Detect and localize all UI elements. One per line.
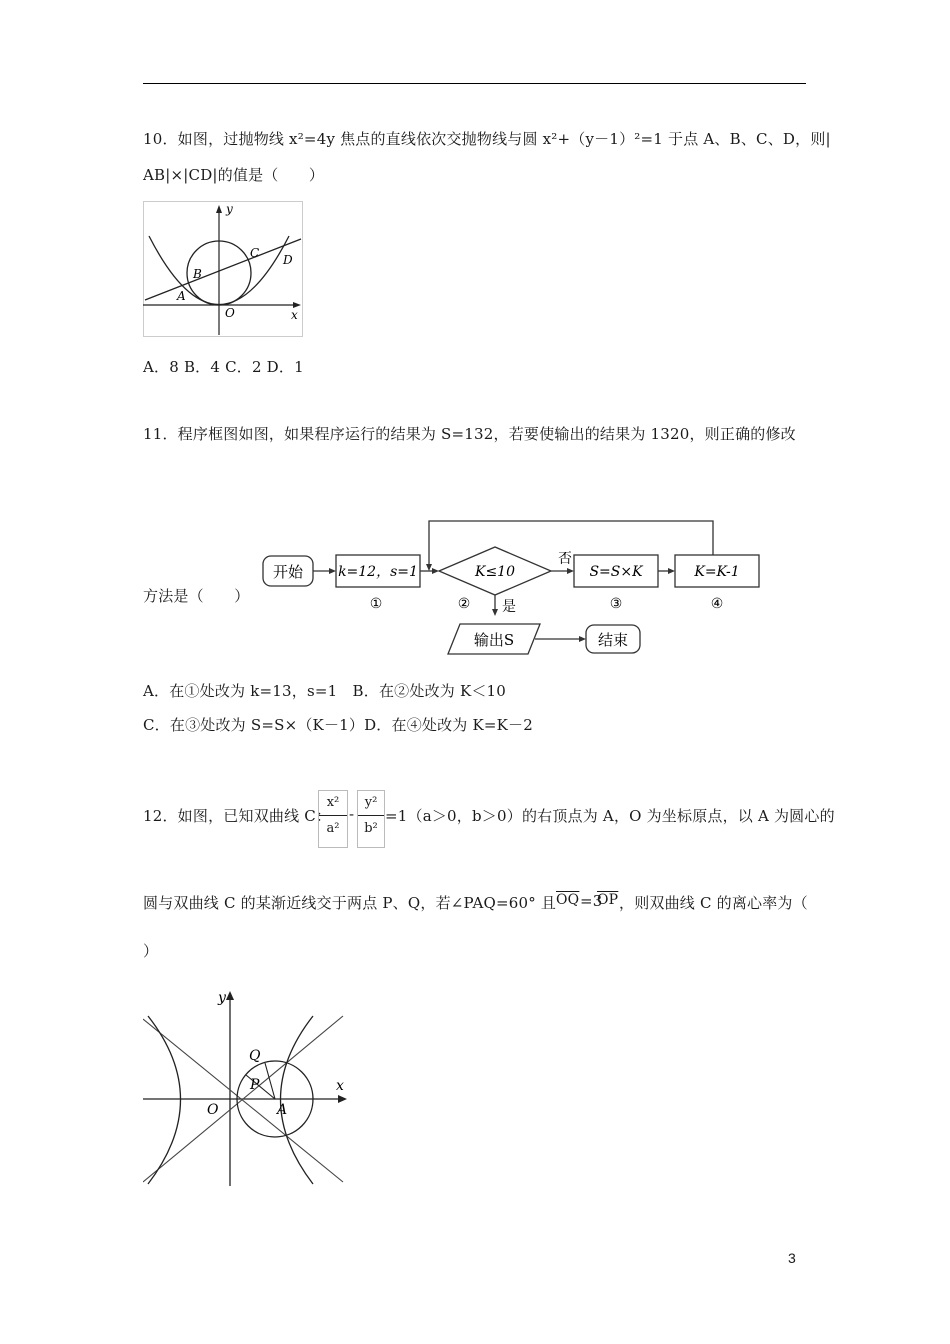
q10-line1: 10．如图，过抛物线 x²=4y 焦点的直线依次交抛物线与圆 x²+（y－1）²=1 于点 A、B、C、D，则| bbox=[143, 130, 831, 148]
flow-no: 否 bbox=[558, 551, 572, 567]
q12-figure bbox=[143, 986, 348, 1188]
q12-vec-oq: $\overline{OQ}$ bbox=[556, 892, 580, 908]
q10-label-B: B bbox=[193, 267, 202, 281]
q12-line2-a: 圆与双曲线 C 的某渐近线交于两点 P、Q，若∠PAQ=60° 且 bbox=[143, 894, 557, 912]
q10-options: A．8 B．4 C．2 D．1 bbox=[143, 358, 304, 376]
q12-prefix: 12．如图，已知双曲线 C： bbox=[143, 807, 332, 825]
q12-label-A: A bbox=[277, 1102, 288, 1118]
q11-option-cd: C．在③处改为 S=S×（K－1）D．在④处改为 K=K－2 bbox=[143, 716, 534, 734]
flow-step4: K=K-1 bbox=[694, 564, 740, 580]
q10-line2: AB|×|CD|的值是（ ） bbox=[143, 166, 325, 184]
q12-frac-x bbox=[318, 790, 348, 848]
flow-n1: ① bbox=[369, 596, 383, 612]
flow-yes: 是 bbox=[502, 599, 516, 615]
q12-line2-b: ，则双曲线 C 的离心率为（ bbox=[619, 894, 808, 912]
q12-label-O: O bbox=[207, 1102, 219, 1118]
q11-line2: 方法是（ ） bbox=[143, 587, 250, 605]
q12-frac-x-num: x² bbox=[319, 791, 347, 816]
q12-label-P: P bbox=[250, 1077, 260, 1093]
flow-output: 输出S bbox=[473, 631, 515, 649]
q10-figure bbox=[143, 201, 303, 337]
flow-n4: ④ bbox=[710, 596, 724, 612]
q12-minus: - bbox=[349, 805, 355, 823]
flow-end: 结束 bbox=[597, 631, 629, 649]
q12-frac-y bbox=[357, 790, 385, 848]
q10-axis-y: y bbox=[226, 202, 233, 216]
header-rule bbox=[143, 83, 806, 84]
page-number: 3 bbox=[788, 1250, 796, 1266]
flow-step3: S=S×K bbox=[589, 564, 643, 580]
q12-label-Q: Q bbox=[249, 1048, 261, 1064]
q10-axis-x: x bbox=[291, 308, 298, 322]
q12-suffix: =1（a＞0，b＞0）的右顶点为 A，O 为坐标原点，以 A 为圆心的 bbox=[385, 807, 835, 825]
q12-frac-y-num: y² bbox=[358, 791, 384, 816]
flow-n2: ② bbox=[457, 596, 471, 612]
q12-frac-y-den: b² bbox=[364, 821, 378, 836]
flow-init: k=12，s=1 bbox=[338, 564, 418, 580]
q10-label-A: A bbox=[177, 289, 186, 303]
q11-flowchart bbox=[258, 518, 764, 658]
q11-option-ab: A．在①处改为 k=13，s=1 B．在②处改为 K＜10 bbox=[143, 682, 507, 700]
q12-frac-x-den: a² bbox=[326, 821, 340, 836]
flow-cond: K≤10 bbox=[474, 564, 516, 580]
q10-label-D: D bbox=[283, 253, 293, 267]
q10-label-O: O bbox=[225, 306, 235, 320]
q12-vec-op: $\overline{OP}$ bbox=[597, 892, 619, 908]
q12-eq3: =3 bbox=[580, 892, 603, 910]
q12-axis-y: y bbox=[218, 990, 226, 1006]
q11-line1: 11．程序框图如图，如果程序运行的结果为 S=132，若要使输出的结果为 1320，则正确的修改 bbox=[143, 425, 796, 443]
flow-n3: ③ bbox=[609, 596, 623, 612]
flow-start: 开始 bbox=[272, 563, 304, 581]
q10-label-C: C bbox=[250, 246, 260, 260]
q12-axis-x: x bbox=[336, 1078, 344, 1094]
q12-line3: ） bbox=[143, 942, 159, 960]
